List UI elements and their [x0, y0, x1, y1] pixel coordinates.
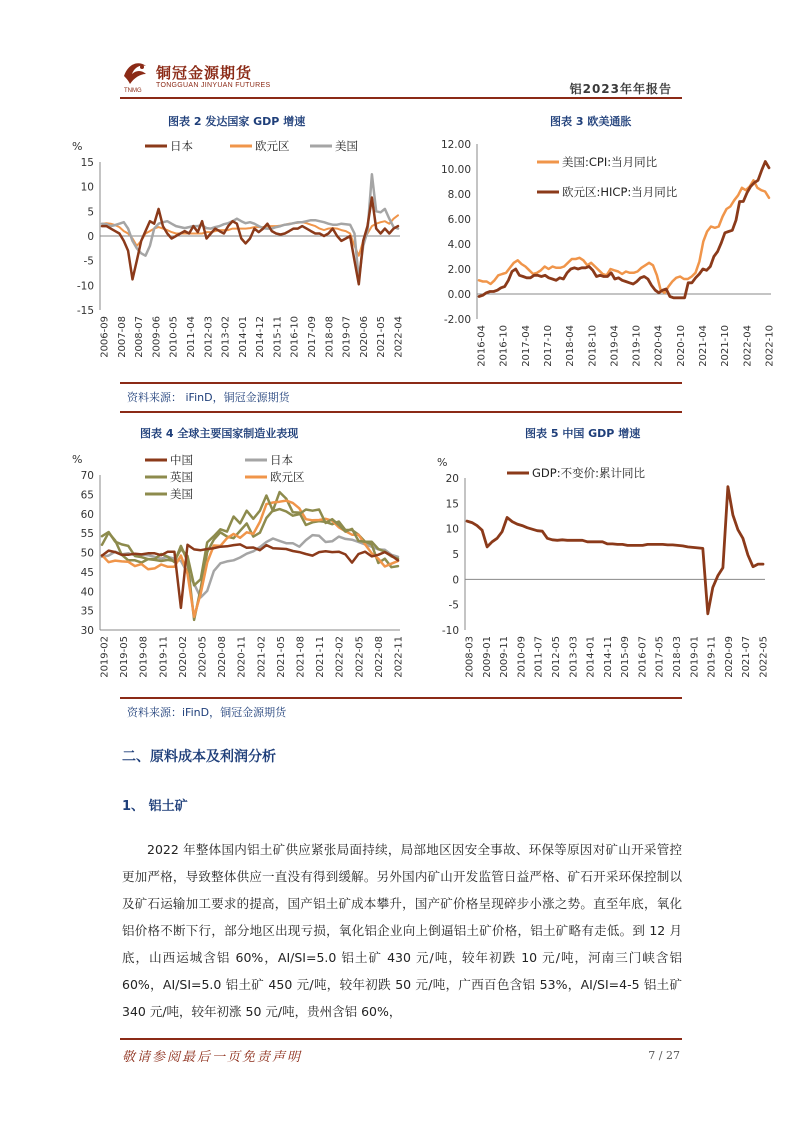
company-name-cn: 铜冠金源期货	[156, 64, 253, 82]
source-note-2: 资料来源：iFinD，铜冠金源期货	[127, 706, 287, 719]
series-line-2	[102, 535, 398, 597]
report-title: 铝2023年年报告	[569, 82, 672, 96]
subsection-heading: 1、 铝土矿	[122, 799, 188, 814]
y-tick-label: -2.00	[443, 314, 471, 326]
legend-label: 日本	[170, 139, 193, 153]
x-tick-label: 2017-04	[520, 325, 532, 367]
x-tick-label: 2021-10	[720, 325, 732, 367]
x-tick-label: 2014-01	[585, 636, 597, 678]
y-tick-label: 55	[80, 528, 94, 541]
axis-unit-label: %	[72, 140, 83, 153]
chart-pmi	[60, 443, 405, 693]
section-rule-1	[120, 382, 682, 384]
x-tick-label: 2013-02	[220, 316, 232, 358]
y-tick-label: 70	[80, 470, 94, 482]
x-tick-label: 2012-03	[203, 316, 215, 358]
x-tick-label: 2018-03	[672, 636, 684, 678]
source-note-1: 资料来源： iFinD，铜冠金源期货	[127, 391, 290, 404]
x-tick-label: 2008-03	[464, 636, 476, 678]
x-tick-label: 2019-01	[689, 636, 701, 678]
x-tick-label: 2019-11	[158, 636, 170, 678]
x-tick-label: 2010-09	[516, 636, 528, 678]
x-tick-label: 2015-09	[620, 636, 632, 678]
x-tick-label: 2009-11	[499, 636, 511, 678]
y-tick-label: 65	[80, 489, 94, 502]
body-text: 2022 年整体国内铝土矿供应紧张局面持续，局部地区因安全事故、环保等原因对矿山开采管控更加严格，导致整体供应一直没有得到缓解。另外国内矿山开发监管日益严格、矿石开采环保控制以及矿石运输加工要求的提高，国产铝土矿成本攀升，国产矿价格呈现碎步小涨之势。直至年底，氧化铝价格不断下行，部分地区出现亏损，氧化铝企业向上倒逼铝土矿价格，铝土矿略有走低。到 12 月底，山西运城含铝 60%，AI/SI=5.0 铝土矿 430 元/吨，较年初跌 10 元/吨，河南三门峡含铝 60%，AI/SI=5.0 铝土矿 450 元/吨，较年初跌 50 元/吨，广西百色含铝 53%，AI/SI=4-5 铝土矿 340 元/吨，较年初涨 50 元/吨，贵州含铝 60%，	[122, 842, 682, 1019]
x-tick-label: 2006-09	[99, 316, 111, 358]
y-tick-label: -10	[76, 280, 94, 293]
x-tick-label: 2020-05	[197, 636, 209, 678]
x-tick-label: 2019-04	[609, 325, 621, 367]
y-tick-label: 8.00	[447, 189, 471, 201]
legend-label: 日本	[270, 453, 293, 467]
logo-abbr: TNMG	[124, 88, 142, 94]
x-tick-label: 2021-05	[376, 316, 388, 358]
y-tick-label: 2.00	[447, 264, 471, 276]
section-rule-3	[120, 697, 682, 699]
y-tick-label: 0	[87, 231, 94, 243]
y-tick-label: 10	[80, 181, 94, 194]
x-tick-label: 2016-10	[498, 325, 510, 367]
y-tick-label: 10	[445, 523, 459, 536]
body-paragraph	[122, 836, 682, 1025]
section-heading: 二、原料成本及利润分析	[122, 749, 276, 765]
header	[0, 0, 802, 100]
x-tick-label: 2018-08	[324, 316, 336, 358]
x-tick-label: 2021-11	[315, 636, 327, 678]
x-tick-label: 2022-10	[764, 325, 776, 367]
y-tick-label: -5	[83, 255, 94, 268]
x-tick-label: 2022-02	[334, 636, 346, 678]
y-tick-label: 15	[445, 498, 459, 511]
x-tick-label: 2021-07	[741, 636, 753, 678]
x-tick-label: 2009-06	[151, 316, 163, 358]
legend-label: 中国	[170, 453, 193, 467]
x-tick-label: 2019-11	[706, 636, 718, 678]
x-tick-label: 2022-11	[393, 636, 405, 678]
y-tick-label: 45	[80, 566, 94, 579]
y-tick-label: -10	[441, 625, 459, 637]
x-tick-label: 2022-08	[373, 636, 385, 678]
axis-unit-label: %	[72, 453, 83, 466]
y-tick-label: 15	[80, 157, 94, 169]
legend-label: 英国	[170, 470, 193, 484]
x-tick-label: 2022-05	[758, 636, 770, 678]
y-tick-label: -5	[448, 599, 459, 612]
x-tick-label: 2021-08	[295, 636, 307, 678]
x-tick-label: 2014-12	[255, 316, 267, 358]
y-tick-label: 5	[87, 206, 94, 219]
x-tick-label: 2021-05	[275, 636, 287, 678]
x-tick-label: 2008-07	[134, 316, 146, 358]
series-line-1	[102, 544, 398, 608]
x-tick-label: 2017-09	[307, 316, 319, 358]
footer-disclaimer: 敬请参阅最后一页免责声明	[122, 1050, 303, 1065]
y-tick-label: 4.00	[447, 239, 471, 251]
x-tick-label: 2011-04	[185, 316, 197, 358]
x-tick-label: 2022-05	[354, 636, 366, 678]
company-logo-icon	[120, 58, 152, 86]
x-tick-label: 2016-07	[637, 636, 649, 678]
x-tick-label: 2009-01	[481, 636, 493, 678]
x-tick-label: 2019-10	[631, 325, 643, 367]
series-line-1	[467, 487, 763, 614]
legend-label: GDP:不变价:累计同比	[532, 466, 645, 480]
x-tick-label: 2019-02	[99, 636, 111, 678]
company-name-en: TONGGUAN JINYUAN FUTURES	[156, 82, 271, 89]
x-tick-label: 2019-05	[119, 636, 131, 678]
x-tick-label: 2014-11	[602, 636, 614, 678]
x-tick-label: 2017-10	[542, 325, 554, 367]
x-tick-label: 2015-11	[272, 316, 284, 358]
legend-label: 欧元区	[270, 470, 305, 484]
y-tick-label: 12.00	[440, 139, 471, 151]
x-tick-label: 2020-10	[675, 325, 687, 367]
y-tick-label: 20	[445, 473, 459, 485]
x-tick-label: 2020-11	[236, 636, 248, 678]
series-line-2	[479, 162, 769, 298]
page-number: 7 / 27	[648, 1049, 680, 1062]
y-tick-label: 10.00	[440, 164, 471, 176]
x-tick-label: 2022-04	[742, 325, 754, 367]
x-tick-label: 2021-02	[256, 636, 268, 678]
y-tick-label: 0	[452, 574, 459, 587]
x-tick-label: 2007-08	[116, 316, 128, 358]
legend-label: 欧元区	[255, 139, 290, 153]
y-tick-label: 35	[80, 605, 94, 618]
x-tick-label: 2018-10	[587, 325, 599, 367]
x-tick-label: 2020-06	[358, 316, 370, 358]
legend-label: 欧元区:HICP:当月同比	[562, 185, 678, 199]
y-tick-label: 40	[80, 586, 94, 599]
x-tick-label: 2021-04	[698, 325, 710, 367]
x-tick-label: 2013-03	[568, 636, 580, 678]
chart-gdp-developed	[60, 130, 405, 375]
header-rule	[120, 97, 682, 99]
legend-label: 美国	[335, 139, 358, 153]
footer-rule	[120, 1038, 682, 1040]
axis-unit-label: %	[437, 456, 448, 469]
chart-inflation	[425, 130, 780, 375]
x-tick-label: 2022-04	[393, 316, 405, 358]
chart-china-gdp	[425, 443, 780, 693]
section-rule-2	[120, 411, 682, 413]
y-tick-label: 0.00	[447, 289, 471, 301]
x-tick-label: 2016-10	[289, 316, 301, 358]
x-tick-label: 2014-01	[237, 316, 249, 358]
y-tick-label: 50	[80, 547, 94, 560]
x-tick-label: 2016-04	[476, 325, 488, 367]
x-tick-label: 2020-08	[217, 636, 229, 678]
x-tick-label: 2018-04	[565, 325, 577, 367]
y-tick-label: 5	[452, 549, 459, 561]
y-tick-label: 30	[80, 625, 94, 637]
x-tick-label: 2019-07	[341, 316, 353, 358]
x-tick-label: 2019-08	[138, 636, 150, 678]
caption-chart-5: 图表 5 中国 GDP 增速	[525, 427, 641, 440]
y-tick-label: 6.00	[447, 214, 471, 226]
x-tick-label: 2020-04	[653, 325, 665, 367]
x-tick-label: 2011-07	[533, 636, 545, 678]
x-tick-label: 2020-09	[723, 636, 735, 678]
x-tick-label: 2017-05	[654, 636, 666, 678]
caption-chart-4: 图表 4 全球主要国家制造业表现	[140, 427, 299, 440]
caption-chart-3: 图表 3 欧美通胀	[550, 115, 632, 128]
legend-label: 美国:CPI:当月同比	[562, 155, 658, 169]
x-tick-label: 2010-05	[168, 316, 180, 358]
y-tick-label: -15	[76, 305, 94, 317]
y-tick-label: 60	[80, 508, 94, 521]
x-tick-label: 2020-02	[177, 636, 189, 678]
x-tick-label: 2012-05	[550, 636, 562, 678]
legend-label: 美国	[170, 487, 193, 501]
caption-chart-2: 图表 2 发达国家 GDP 增速	[168, 115, 306, 128]
